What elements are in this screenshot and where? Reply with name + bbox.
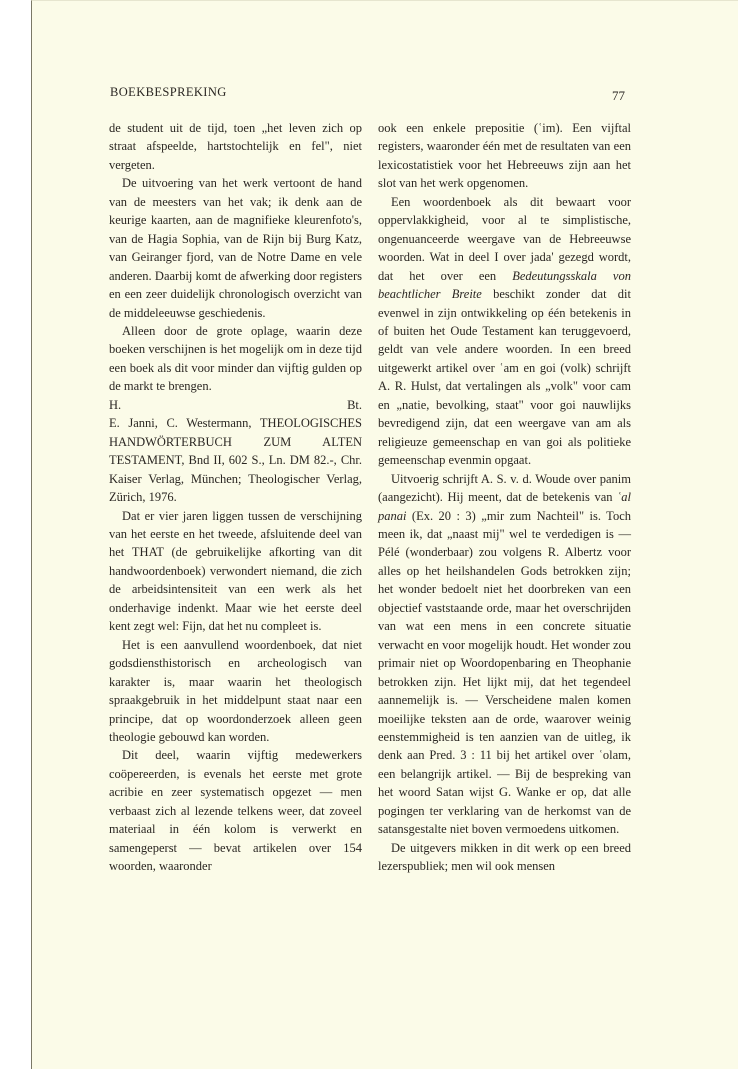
right-column	[378, 119, 631, 876]
paragraph: ook een enkele prepositie (ʿim). Een vijftal registers, waaronder één met de resultaten van een lexicostatistiek voor het Hebreeuws zijn aan het slot van het werk opgenomen.	[378, 121, 631, 191]
text-run: Uitvoerig schrijft A. S. v. d. Woude over panim (aangezicht). Hij meent, dat de betekenis van	[378, 471, 631, 505]
paragraph	[378, 470, 631, 839]
paragraph: Dit deel, waarin vijftig medewerkers coöpereerden, is evenals het eerste met grote acribie en zeer systematisch opgezet — men verbaast zich al lezende telkens weer, dat zoveel materiaal in één kolom is verwerkt en samengeperst — bevat artikelen over 154 woorden, waaronder	[109, 748, 362, 874]
text-run: beschikt zonder dat dit evenwel in zijn ontwikkeling op één betekenis in of buiten het Oude Testament kan teruggevoerd, geldt van vele andere woorden. In een breed uitgewerkt artikel over ʿam en goi (volk) schrijft A. R. Hulst, dat vertalingen als „volk" voor cam en „natie, bevolking, staat" voor goi nauwlijks bevredigend zijn, dat een weergave van am als religieuze gemeenschap en van goi als politieke gemeenschap evenmin opgaat.	[378, 287, 631, 468]
paragraph: Alleen door de grote oplage, waarin deze boeken verschijnen is het mogelijk om in deze tijd een boek als dit voor minder dan vijftig gulden op de markt te brengen.	[109, 323, 362, 394]
signature-initial: H.	[109, 397, 122, 412]
paragraph: De uitvoering van het werk vertoont de hand van de meesters van het vak; ik denk aan de keurige kaarten, aan de magnifieke kleurenfoto's, van de Hagia Sophia, van de Rijn bij Burg Katz, van Geiranger fjord, van de Notre Dame en vele anderen. Daarbij komt de afwerking door registers en een zeer duidelijk chronologisch overzicht van de middeleeuwse geschiedenis.	[109, 176, 362, 320]
text-run: (Ex. 20 : 3) „mir zum Nachteil" is. Toch meen ik, dat „naast mij" wel te verdedigen is — Pélé (wonderbaar) zou volgens R. Albertz voor alles op het heilshandelen Gods betrokken zijn; het wonder bedoelt niet het doorbreken van een objectief vaststaande orde, maar het overschrijden van wat een mens in een concrete situatie verwacht en voor mogelijk houdt. Het wonder zou primair niet op Woordopenbaring en Theophanie betrokken zijn. Het lijkt mij, dat het tegendeel aannemelijk is. — Verscheidene malen komen moeilijke teksten aan de orde, waarover weinig eenstemmigheid is ten aanzien van de uitleg, ik denk aan Pred. 3 : 11 bij het artikel over ʿolam, een belangrijk artikel. — Bij de bespreking van het woord Satan wijst G. Wanke er op, dat alle pogingen ter verklaring van de herkomst van de satansgestalte niet boven vermoedens uitkomen.	[378, 508, 631, 837]
paragraph: Het is een aanvullend woordenboek, dat niet godsdiensthistorisch en archeologisch van karakter is, maar waarin het theologisch spraakgebruik in het middelpunt staat naar een principe, dat op woordonderzoek alleen geen theologie gebouwd kan worden.	[109, 637, 362, 744]
left-column	[109, 119, 362, 876]
page-number: 77	[612, 88, 625, 103]
running-head: BOEKBESPREKING	[110, 85, 227, 99]
book-page	[31, 0, 738, 1069]
signature-initials: Bt.	[347, 397, 362, 412]
paragraph: de student uit de tijd, toen „het leven zich op straat afspeelde, hartstochtelijk en fel", niet vergeten.	[109, 121, 362, 172]
text-run: Een woordenboek als dit bewaart voor oppervlakkigheid, voor al te simplistische, ongenuanceerde weergave van de Hebreeuwse woorden. Wat in deel I over jada' gezegd wordt, dat het over een	[378, 194, 631, 283]
paragraph: De uitgevers mikken in dit werk op een breed lezerspubliek; men wil ook mensen	[378, 840, 631, 874]
italic-phrase: Bedeutungsskala von beachtlicher Breite	[378, 268, 631, 302]
reviewer-signature	[109, 396, 362, 414]
review-heading: E. Janni, C. Westermann, THEOLOGISCHES HANDWÖRTERBUCH ZUM ALTEN TESTAMENT, Bnd II, 602 S., Ln. DM 82.-, Chr. Kaiser Verlag, München; Theologischer Verlag, Zürich, 1976.	[109, 416, 362, 505]
paragraph: Dat er vier jaren liggen tussen de verschijning van het eerste en het tweede, afsluitende deel van het THAT (de gebruikelijke afkorting van dit handwoordenboek) verwondert niemand, die zich de arbeidsintensiteit van een werk als het onderhavige indenkt. Maar wie het eerste deel kent zegt wel: Fijn, dat het nu compleet is.	[109, 508, 362, 634]
paragraph	[378, 193, 631, 470]
italic-phrase: ʿal panai	[378, 490, 631, 523]
